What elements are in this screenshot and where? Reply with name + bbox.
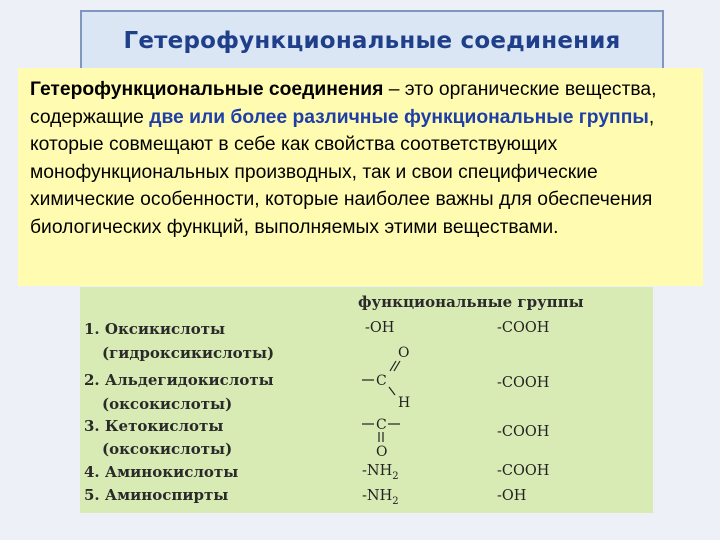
aldehyde-o: O bbox=[398, 345, 410, 361]
row-name-3: 3. Кетокислоты bbox=[84, 417, 224, 435]
aldehyde-c: C bbox=[376, 373, 387, 389]
keto-c: C bbox=[376, 417, 387, 433]
group2-row-3: -COOH bbox=[497, 424, 550, 440]
aldehyde-h-bond bbox=[389, 387, 395, 395]
group1-row-4-text: -NH bbox=[362, 463, 393, 479]
group2-row-4: -COOH bbox=[497, 463, 550, 479]
row-sub-2: (оксокислоты) bbox=[102, 395, 233, 413]
table-header: функциональные группы bbox=[358, 293, 584, 311]
definition-box bbox=[18, 68, 703, 286]
row-name-5: 5. Аминоспирты bbox=[84, 486, 229, 504]
group1-row-1: -OH bbox=[365, 320, 395, 336]
row-name-1: 1. Оксикислоты bbox=[84, 320, 226, 338]
definition-term: Гетерофункциональные соединения bbox=[30, 79, 384, 100]
group1-row-5-sub: 2 bbox=[392, 495, 399, 507]
group2-row-2: -COOH bbox=[497, 375, 550, 391]
row-sub-1: (гидроксикислоты) bbox=[102, 344, 275, 362]
row-name-4: 4. Аминокислоты bbox=[84, 463, 239, 481]
definition-text-1: – это органические вещества, содержащие bbox=[30, 79, 657, 128]
definition-highlight: две или более различные функциональные группы bbox=[149, 106, 649, 128]
group1-row-4 bbox=[362, 463, 399, 482]
keto-group-structure bbox=[358, 413, 418, 461]
row-name-2: 2. Альдегидокислоты bbox=[84, 371, 274, 389]
group2-row-1: -COOH bbox=[497, 320, 550, 336]
functional-groups-table bbox=[80, 287, 653, 513]
page-title: Гетерофункциональные соединения bbox=[123, 28, 621, 54]
group1-row-5-text: -NH bbox=[362, 488, 393, 504]
group2-row-5: -OH bbox=[497, 488, 527, 504]
title-box bbox=[80, 10, 664, 72]
row-sub-3: (оксокислоты) bbox=[102, 440, 233, 458]
group1-row-4-sub: 2 bbox=[392, 470, 399, 482]
definition-text-2: , которые совмещают в себе как свойства соответствующих монофункциональных производных, так и свои специфические химические особенности, которые наиболее важны для обеспечения биологических функций, выполняемых этими веществами. bbox=[30, 106, 655, 238]
aldehyde-group-structure bbox=[358, 343, 418, 411]
keto-o: O bbox=[376, 444, 388, 460]
aldehyde-h: H bbox=[398, 395, 411, 411]
group1-row-5 bbox=[362, 488, 399, 507]
